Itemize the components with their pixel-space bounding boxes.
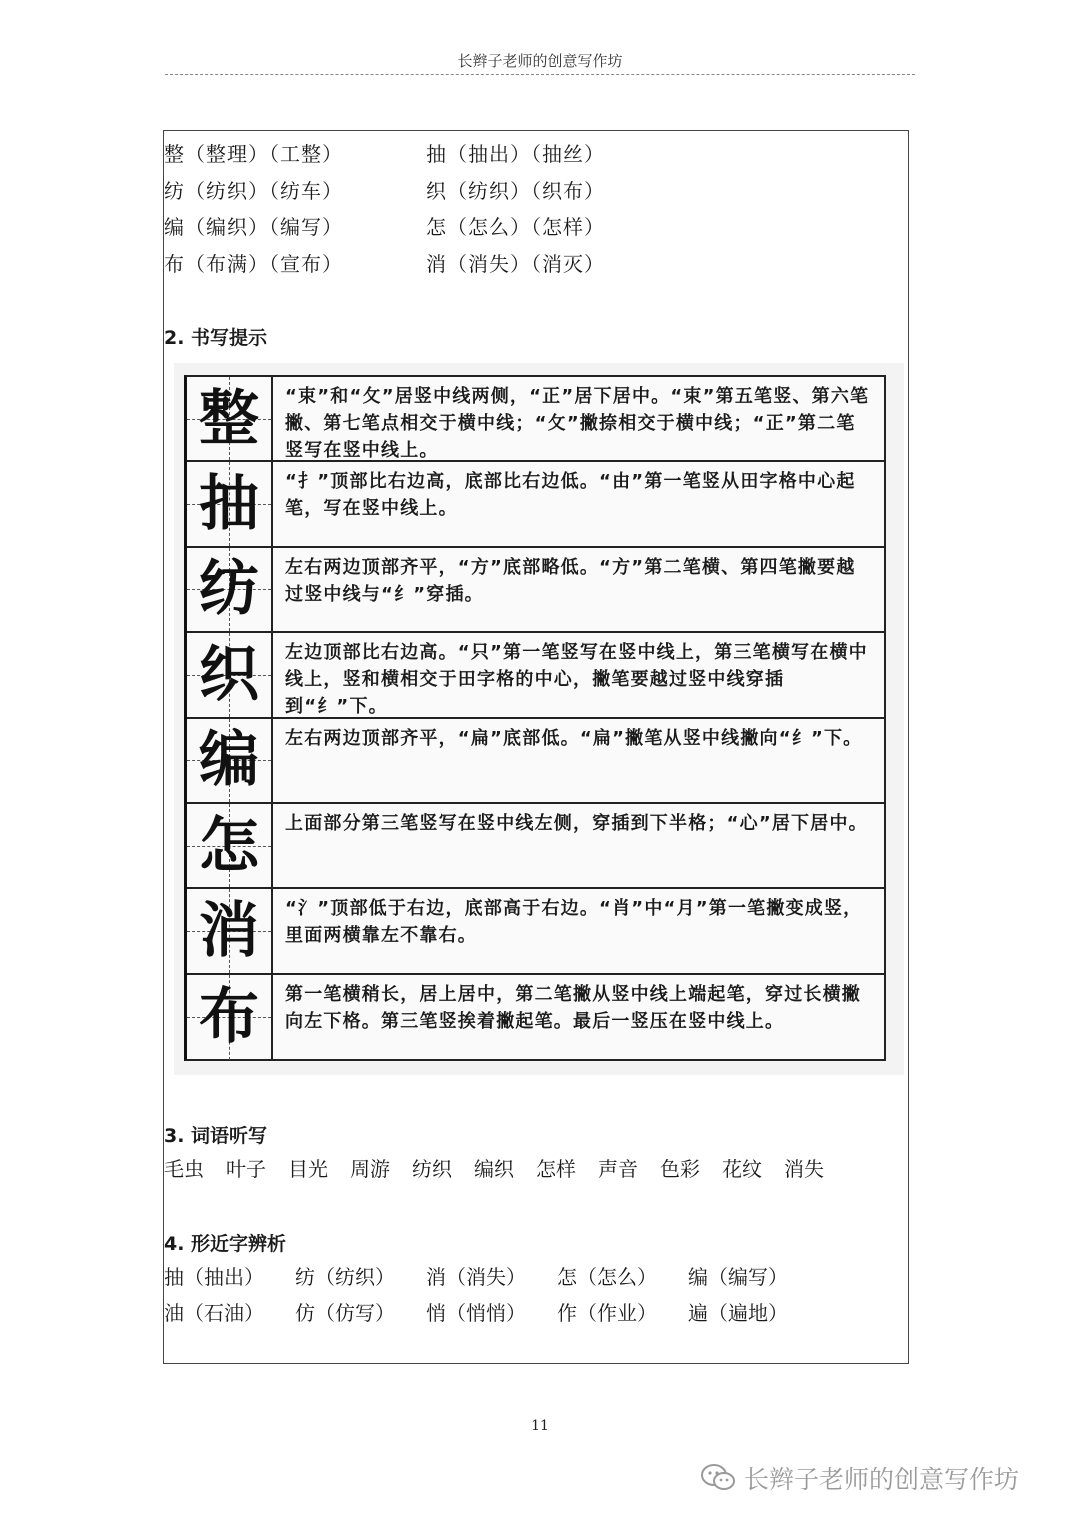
word-pair: 纺（纺织）（纺车）: [164, 178, 343, 203]
tianzige-cell: [187, 462, 273, 545]
tip-character: 编: [199, 725, 259, 796]
tianzige-cell: [187, 719, 273, 802]
dictation-word: 消失: [784, 1157, 824, 1181]
similar-chars: [164, 1262, 819, 1334]
page-header: 长辫子老师的创意写作坊: [457, 52, 623, 70]
section-title-similar-chars: 4. 形近字辨析: [164, 1233, 287, 1255]
writing-tips-table: [184, 375, 886, 1061]
dictation-words: [164, 1153, 846, 1182]
tip-text: “扌”顶部比右边高，底部比右边低。“由”第一笔竖从田字格中心起笔，写在竖中线上。: [285, 471, 856, 520]
tip-text: “束”和“攵”居竖中线两侧，“正”居下居中。“束”第五笔竖、第六笔撇、第七笔点相交于横中线；“攵”撇捺相交于横中线；“正”第二笔竖写在竖中线上。: [285, 386, 870, 461]
watermark: [700, 1460, 1019, 1496]
word-pair: 怎（怎么）（怎样）: [426, 215, 605, 239]
tip-character: 织: [199, 639, 259, 710]
tip-text: “氵”顶部低于右边，底部高于右边。“肖”中“月”第一笔撇变成竖，里面两横靠左不靠右。: [285, 898, 863, 947]
similar-item: 油（石油）: [164, 1301, 264, 1325]
tip-text: 第一笔横稍长，居上居中，第二笔撇从竖中线上端起笔，穿过长横撇向左下格。第三笔竖挨着撇起笔。最后一竖压在竖中线上。: [285, 983, 861, 1032]
tip-row: [187, 975, 884, 1060]
tip-row: [187, 633, 884, 718]
similar-item: 遍（遍地）: [688, 1301, 788, 1325]
dictation-word: 目光: [288, 1157, 328, 1181]
tianzige-cell: [187, 548, 273, 631]
tianzige-cell: [187, 377, 273, 460]
content-frame: [163, 130, 909, 1364]
word-pair-row: [164, 176, 688, 213]
dictation-word: 毛虫: [164, 1157, 204, 1181]
word-pair: 织（纺织）（织布）: [426, 178, 605, 203]
word-pair: 抽（抽出）（抽丝）: [426, 142, 605, 166]
similar-row: [164, 1298, 819, 1334]
watermark-text: 长辫子老师的创意写作坊: [744, 1465, 1020, 1494]
wechat-icon: [700, 1463, 736, 1493]
tip-row: [187, 719, 884, 804]
tianzige-cell: [187, 975, 273, 1060]
page-number: 11: [531, 1418, 549, 1434]
word-pair-row: [164, 139, 688, 176]
word-pair: 编（编织）（编写）: [164, 215, 343, 239]
header-divider: [165, 74, 915, 75]
similar-row: [164, 1262, 819, 1298]
similar-item: 作（作业）: [557, 1301, 657, 1325]
similar-item: 怎（怎么）: [557, 1265, 657, 1289]
similar-item: 悄（悄悄）: [426, 1301, 526, 1325]
tip-character: 纺: [199, 554, 259, 625]
tip-row: [187, 548, 884, 633]
tip-row: [187, 462, 884, 547]
word-pairs: [164, 139, 688, 285]
dictation-word: 周游: [350, 1157, 390, 1181]
word-pair-row: [164, 249, 688, 286]
dictation-word: 花纹: [722, 1157, 762, 1181]
tip-text: 左右两边顶部齐平，“扁”底部低。“扁”撇笔从竖中线撇向“纟”下。: [285, 727, 863, 749]
similar-item: 纺（纺织）: [295, 1265, 395, 1289]
writing-tips-scan: [174, 363, 904, 1075]
similar-item: 仿（仿写）: [295, 1301, 395, 1325]
tip-character: 抽: [199, 469, 259, 540]
dictation-word: 声音: [598, 1157, 638, 1181]
word-pair: 布（布满）（宣布）: [164, 251, 343, 276]
section-title-dictation: 3. 词语听写: [164, 1125, 268, 1147]
dictation-word: 怎样: [536, 1157, 576, 1181]
tip-text: 左右两边顶部齐平，“方”底部略低。“方”第二笔横、第四笔撇要越过竖中线与“纟”穿插。: [285, 556, 856, 605]
tip-row: [187, 804, 884, 889]
tianzige-cell: [187, 633, 273, 716]
tip-character: 消: [199, 896, 259, 967]
dictation-word: 色彩: [660, 1157, 700, 1181]
word-pair-row: [164, 212, 688, 249]
tip-character: 布: [199, 982, 259, 1053]
similar-item: 抽（抽出）: [164, 1265, 264, 1289]
dictation-word: 编织: [474, 1157, 514, 1181]
word-pair: 消（消失）（消灭）: [426, 251, 605, 276]
tianzige-cell: [187, 804, 273, 887]
word-pair: 整（整理）（工整）: [164, 142, 343, 166]
tip-character: 整: [199, 383, 259, 454]
dictation-word: 叶子: [226, 1157, 266, 1181]
tip-character: 怎: [199, 810, 259, 881]
section-title-writing-tips: 2. 书写提示: [164, 327, 268, 349]
tip-text: 左边顶部比右边高。“只”第一笔竖写在竖中线上，第三笔横写在横中线上，竖和横相交于田字格的中心，撇笔要越过竖中线穿插到“纟”下。: [285, 642, 868, 718]
tip-text: 上面部分第三笔竖写在竖中线左侧，穿插到下半格；“心”居下居中。: [285, 812, 868, 834]
similar-item: 消（消失）: [426, 1265, 526, 1289]
dictation-word: 纺织: [412, 1157, 452, 1181]
tip-row: [187, 377, 884, 462]
similar-item: 编（编写）: [688, 1265, 788, 1289]
tianzige-cell: [187, 889, 273, 972]
tip-row: [187, 889, 884, 974]
